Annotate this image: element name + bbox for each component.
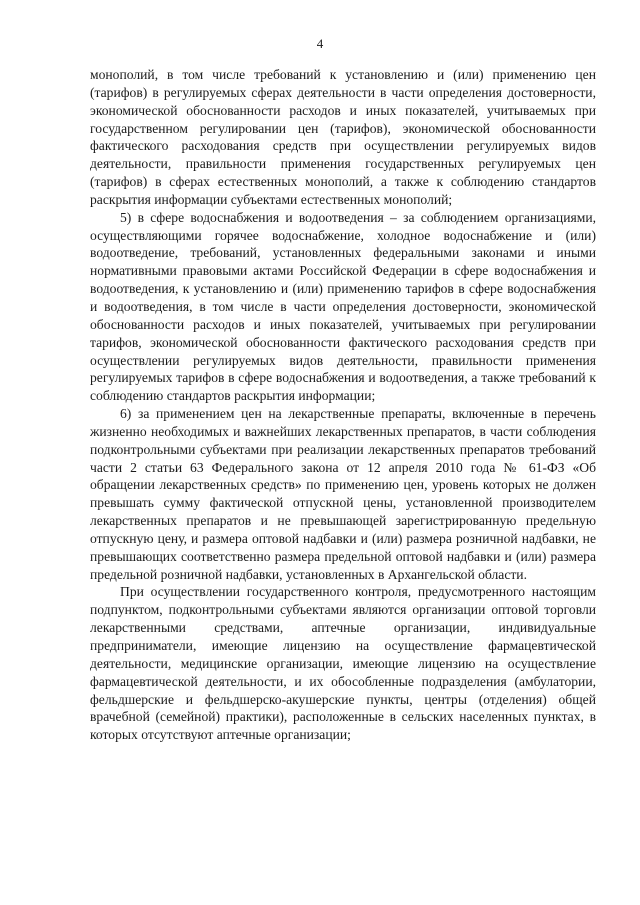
- paragraph-item-5: 5) в сфере водоснабжения и водоотведения – за соблюдением организациями, осуществляющими горячее водоснабжение, холодное водоснабжение и (или) водоотведение, требований, установленных федеральными законами и иными нормативными правовыми актами Российской Федерации в сфере водоснабжения и водоотведения, к установлению и (или) применению тарифов в сфере водоснабжения и водоотведения, в том числе в части определения достоверности, экономической обоснованности расходов и иных показателей, учитываемых при регулировании тарифов, экономической обоснованности фактического расходования средств при осуществлении регулируемых видов деятельности, правильности применения регулируемых тарифов в сфере водоснабжения и водоотведения, а также требований к соблюдению стандартов раскрытия информации;: [90, 209, 596, 404]
- document-body: [90, 66, 596, 744]
- paragraph-continuation: монополий, в том числе требований к установлению и (или) применению цен (тарифов) в регулируемых сферах деятельности в части определения достоверности, экономической обоснованности расходов и иных показателей, учитываемых при государственном регулировании цен (тарифов), экономической обоснованности фактического расходования средств при осуществлении регулируемых видов деятельности, правильности применения государственных регулируемых цен (тарифов) в сферах естественных монополий, а также к соблюдению стандартов раскрытия информации субъектами естественных монополий;: [90, 67, 596, 207]
- paragraph-control-subjects: При осуществлении государственного контроля, предусмотренного настоящим подпунктом, подконтрольными субъектами являются организации оптовой торговли лекарственными средствами, аптечные организации, индивидуальные предприниматели, имеющие лицензию на осуществление фармацевтической деятельности, медицинские организации, имеющие лицензию на осуществление фармацевтической деятельности, и их обособленные подразделения (амбулатории, фельдшерские и фельдшерско-акушерские пункты, центры (отделения) общей врачебной (семейной) практики), расположенные в сельских населенных пунктах, в которых отсутствуют аптечные организации;: [90, 584, 596, 743]
- page-number: 4: [316, 36, 324, 51]
- paragraph-item-6: 6) за применением цен на лекарственные препараты, включенные в перечень жизненно необходимых и важнейших лекарственных препаратов, в части соблюдения подконтрольными субъектами при реализации лекарственных препаратов требований части 2 статьи 63 Федерального закона от 12 апреля 2010 года № 61-ФЗ «Об обращении лекарственных средств» по применению цен, уровень которых не должен превышать сумму фактической отпускной цены, установленной производителем лекарственных препаратов и не превышающей зарегистрированную предельную отпускную цену, и размера оптовой надбавки и (или) размера розничной надбавки, не превышающих соответственно размера предельной оптовой надбавки и (или) размера предельной розничной надбавки, установленных в Архангельской области.: [90, 406, 596, 582]
